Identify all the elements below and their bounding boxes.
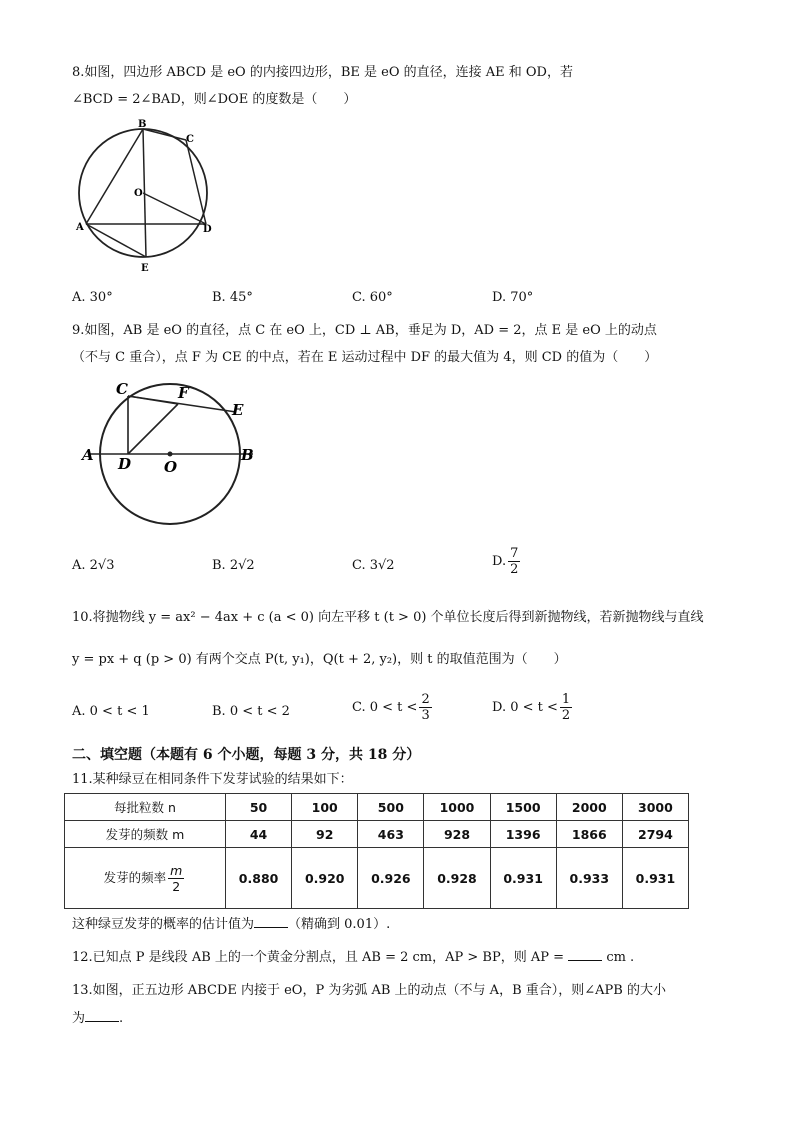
q9-label-A: A [82, 446, 94, 464]
q11-table [64, 793, 689, 909]
table-row [65, 848, 689, 909]
m-value: 463 [358, 821, 424, 848]
m-value: 92 [292, 821, 358, 848]
q10-option-d-den: 2 [561, 708, 571, 723]
q8-label-A: A [76, 222, 84, 233]
q9-line2: （不与 C 重合），点 F 为 CE 的中点，若在 E 运动过程中 DF 的最大值为 4，则 CD 的值为（ ） [72, 350, 658, 365]
q10-option-c-num: 2 [421, 692, 430, 707]
q9-option-d-num: 7 [510, 546, 519, 561]
m-value: 1866 [556, 821, 622, 848]
q9-option-d-prefix: D. [492, 554, 507, 569]
row-label-rate-text: 发芽的频率 [103, 869, 167, 885]
rate-den: 2 [172, 878, 181, 894]
rate-value: 0.880 [226, 848, 292, 909]
m-value: 44 [226, 821, 292, 848]
table-row [65, 794, 689, 821]
q12-pre: 12.已知点 P 是线段 AB 上的一个黄金分割点，且 AB = 2 cm，AP > BP，则 AP = [72, 950, 565, 965]
section2-heading: 二、填空题（本题有 6 个小题，每题 3 分，共 18 分） [72, 747, 421, 763]
q8-option-c: C. 60° [352, 290, 393, 305]
q13-line1: 13.如图，正五边形 ABCDE 内接于 eO，P 为劣弧 AB 上的动点（不与 A，B 重合），则∠APB 的大小 [72, 983, 666, 998]
q10-option-d [492, 692, 574, 723]
q9-figure [78, 374, 268, 544]
q12-post: cm . [606, 950, 635, 965]
rate-value: 0.931 [490, 848, 556, 909]
q13-line2-pre: 为 [72, 1011, 86, 1026]
q9-option-d-den: 2 [510, 562, 519, 577]
q9-label-D: D [118, 455, 132, 473]
row-label-rate [65, 848, 226, 909]
n-value: 2000 [556, 794, 622, 821]
q9-label-E: E [232, 401, 244, 419]
answer-blank[interactable] [254, 915, 288, 928]
q9-label-O: O [164, 458, 178, 476]
q13-line2 [72, 1009, 123, 1028]
q8-option-d: D. 70° [492, 290, 534, 305]
q8-option-b: B. 45° [212, 290, 253, 305]
q8-line1: 8.如图，四边形 ABCD 是 eO 的内接四边形，BE 是 eO 的直径，连接 AE 和 OD，若 [72, 65, 573, 80]
q13-line2-post: . [119, 1011, 124, 1026]
n-value: 100 [292, 794, 358, 821]
q11-tail [72, 915, 390, 934]
rate-value: 0.931 [622, 848, 688, 909]
q8-label-E: E [141, 263, 149, 274]
rate-value: 0.920 [292, 848, 358, 909]
q8-label-B: B [138, 119, 147, 130]
q11-intro: 11.某种绿豆在相同条件下发芽试验的结果如下： [72, 772, 353, 787]
q8-label-O: O [134, 188, 143, 199]
rate-value: 0.926 [358, 848, 424, 909]
q11-tail-pre: 这种绿豆发芽的概率的估计值为 [72, 917, 255, 932]
rate-fraction [168, 863, 184, 894]
q10-line2: y = px + q (p > 0) 有两个交点 P(t, y₁)，Q(t + 2, y₂)，则 t 的取值范围为（ ） [72, 652, 567, 667]
answer-blank[interactable] [85, 1009, 119, 1022]
q8-option-a: A. 30° [72, 290, 113, 305]
rate-num: m [170, 862, 183, 878]
q9-label-C: C [116, 380, 128, 398]
q10-option-d-fraction [560, 692, 572, 723]
m-value: 2794 [622, 821, 688, 848]
q9-label-B: B [241, 446, 254, 464]
rate-value: 0.928 [424, 848, 490, 909]
q10-option-c-prefix: C. 0 < t < [352, 700, 418, 715]
q10-line1: 10.将抛物线 y = ax² − 4ax + c (a < 0) 向左平移 t (t > 0) 个单位长度后得到新抛物线，若新抛物线与直线 [72, 610, 704, 625]
n-value: 1000 [424, 794, 490, 821]
rate-value: 0.933 [556, 848, 622, 909]
q12-line [72, 948, 634, 967]
q9-label-F: F [178, 384, 189, 402]
n-value: 50 [226, 794, 292, 821]
q9-line1: 9.如图，AB 是 eO 的直径，点 C 在 eO 上，CD ⊥ AB，垂足为 D，AD = 2，点 E 是 eO 上的动点 [72, 323, 657, 338]
n-value: 3000 [622, 794, 688, 821]
q10-option-c [352, 692, 434, 723]
row-label-n: 每批粒数 n [65, 794, 226, 821]
q9-option-b: B. 2√2 [212, 558, 255, 573]
q9-option-c: C. 3√2 [352, 558, 395, 573]
answer-blank[interactable] [568, 948, 602, 961]
q10-option-c-fraction [419, 692, 431, 723]
q8-label-D: D [203, 224, 212, 235]
q8-label-C: C [186, 134, 194, 145]
q10-option-d-prefix: D. 0 < t < [492, 700, 558, 715]
row-label-m: 发芽的频数 m [65, 821, 226, 848]
q11-tail-post: （精确到 0.01）. [288, 917, 391, 932]
q10-option-b: B. 0 < t < 2 [212, 704, 290, 719]
q10-option-d-num: 1 [561, 692, 571, 707]
q8-figure [74, 118, 224, 278]
q10-option-c-den: 3 [421, 708, 430, 723]
q9-option-d [492, 546, 522, 577]
table-row [65, 821, 689, 848]
q9-option-a: A. 2√3 [72, 558, 115, 573]
q10-option-a: A. 0 < t < 1 [72, 704, 150, 719]
n-value: 500 [358, 794, 424, 821]
q8-line2: ∠BCD = 2∠BAD，则∠DOE 的度数是（ ） [72, 92, 357, 107]
m-value: 928 [424, 821, 490, 848]
m-value: 1396 [490, 821, 556, 848]
n-value: 1500 [490, 794, 556, 821]
q9-option-d-fraction [508, 546, 520, 577]
